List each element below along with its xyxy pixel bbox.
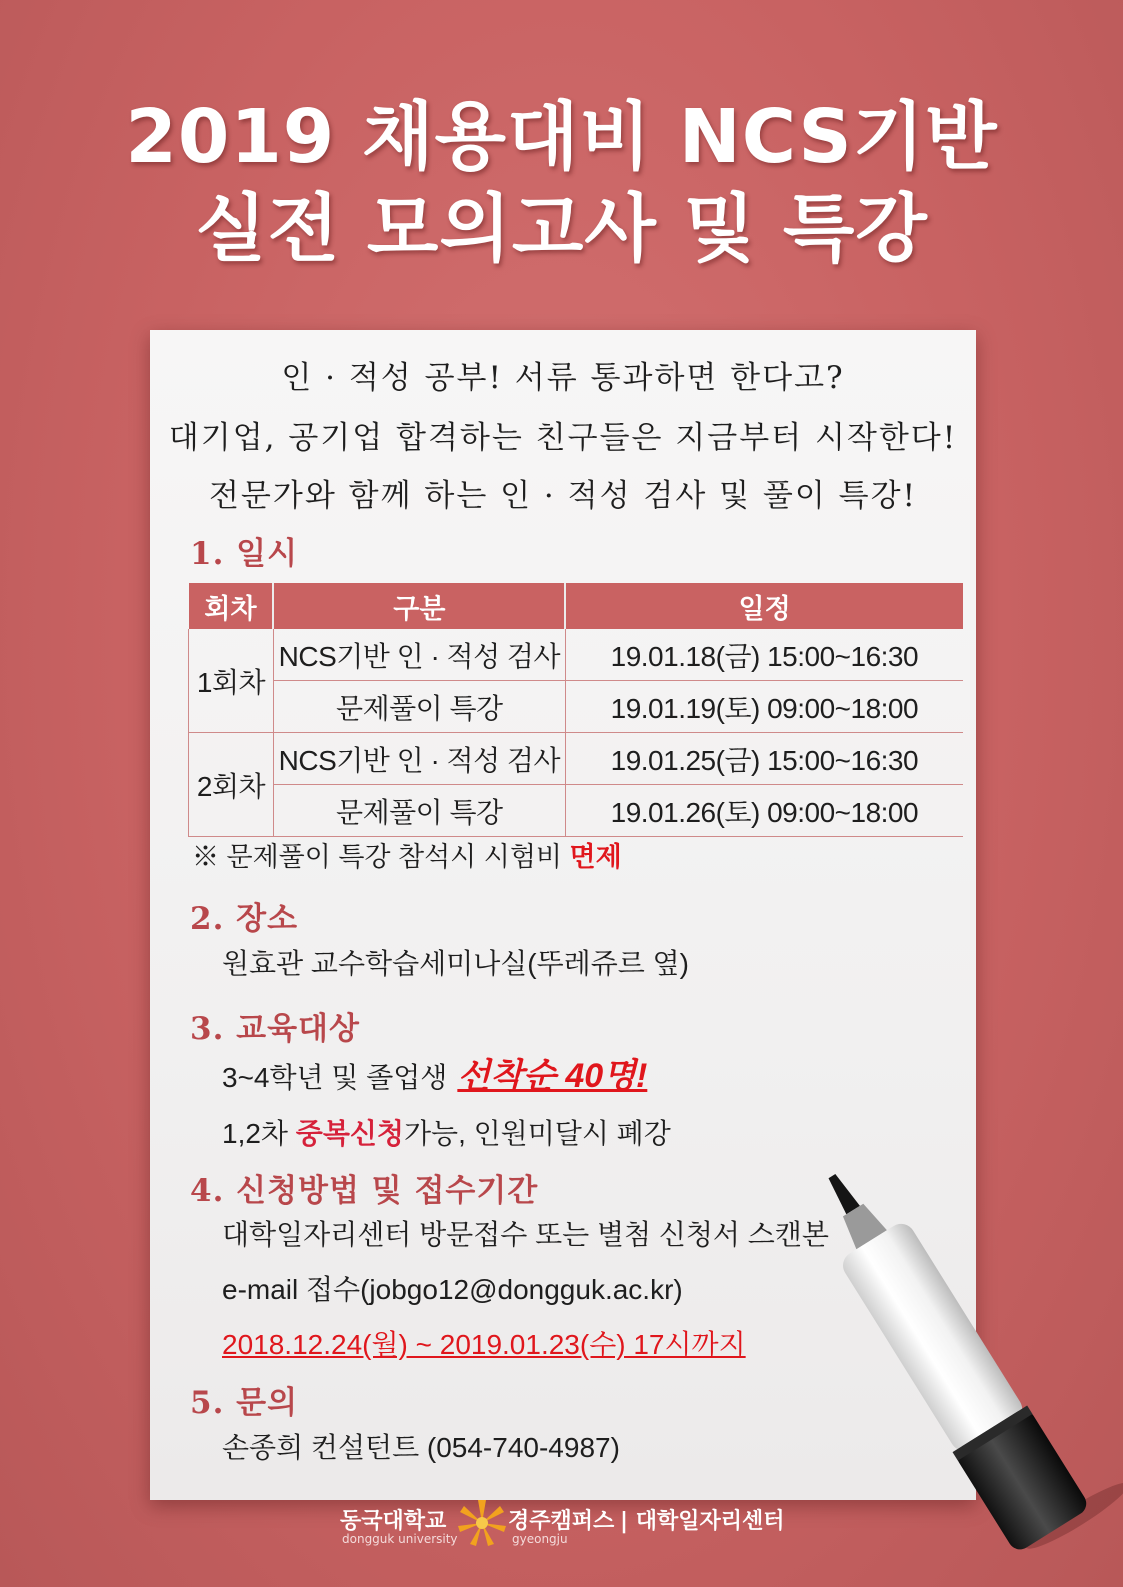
target-line-1 [222,1048,647,1097]
section-title-contact: 5. 문의 [190,1385,299,1421]
session-type: 문제풀이 특강 [273,785,565,837]
col-header-type: 구분 [273,583,565,629]
note-text: ※ 문제풀이 특강 참석시 시험비 [192,842,570,872]
table-row [189,785,964,837]
place-text: 원효관 교수학습세미나실(뚜레쥬르 옆) [222,948,689,979]
footer-logo-bar [340,1500,800,1556]
col-header-round: 회차 [189,583,274,629]
schedule-header-row [189,583,964,629]
note-emphasis: 면제 [569,842,622,872]
apply-line-1: 대학일자리센터 방문접수 또는 별첨 신청서 스캔본 [222,1219,829,1250]
campus-name: 경주캠퍼스 [508,1509,615,1534]
university-name-en: dongguk university [342,1532,458,1546]
target-line-2 [222,1112,671,1152]
target-text: 3~4학년 및 졸업생 [222,1062,448,1093]
apply-deadline: 2018.12.24(월) ~ 2019.01.23(수) 17시까지 [222,1329,746,1360]
apply-line-2: e-mail 접수(jobgo12@dongguk.ac.kr) [222,1274,683,1305]
table-row [189,733,964,785]
university-emblem-icon [456,1498,508,1548]
session-type: NCS기반 인 · 적성 검사 [273,629,565,681]
session-type: 문제풀이 특강 [273,681,565,733]
col-header-date: 일정 [565,583,963,629]
intro-line-3: 전문가와 함께 하는 인 · 적성 검사 및 풀이 특강! [208,478,918,514]
job-center-name: | 대학일자리센터 [620,1509,785,1534]
duplicate-apply-emphasis: 중복신청 [295,1118,404,1149]
section-title-target: 3. 교육대상 [190,1011,360,1047]
table-row [189,681,964,733]
intro-line-1: 인 · 적성 공부! 서류 통과하면 한다고? [281,360,845,396]
university-name: 동국대학교 [340,1509,447,1534]
section-title-apply: 4. 신청방법 및 접수기간 [190,1173,539,1209]
session-date: 19.01.18(금) 15:00~16:30 [565,629,963,681]
campus-name-en: gyeongju [512,1532,568,1546]
fee-exemption-note [192,835,622,874]
schedule-table [188,583,963,837]
target-line2-suffix: 가능, 인원미달시 폐강 [403,1118,671,1149]
page-title-line1: 2019 채용대비 NCS기반 [125,94,998,180]
page-title-line2: 실전 모의고사 및 특강 [195,186,928,272]
session-date: 19.01.19(토) 09:00~18:00 [565,681,963,733]
table-row [189,629,964,681]
marker-pen-icon [780,1120,1123,1570]
section-title-place: 2. 장소 [190,901,299,937]
session-type: NCS기반 인 · 적성 검사 [273,733,565,785]
round-label: 1회차 [189,629,274,733]
intro-line-2: 대기업, 공기업 합격하는 친구들은 지금부터 시작한다! [168,420,958,456]
contact-text: 손종희 컨설턴트 (054-740-4987) [222,1432,620,1463]
target-emphasis: 선착순 40명! [457,1057,648,1095]
section-title-schedule: 1. 일시 [190,536,299,572]
round-label: 2회차 [189,733,274,837]
session-date: 19.01.25(금) 15:00~16:30 [565,733,963,785]
target-line2-prefix: 1,2차 [222,1118,296,1149]
session-date: 19.01.26(토) 09:00~18:00 [565,785,963,837]
